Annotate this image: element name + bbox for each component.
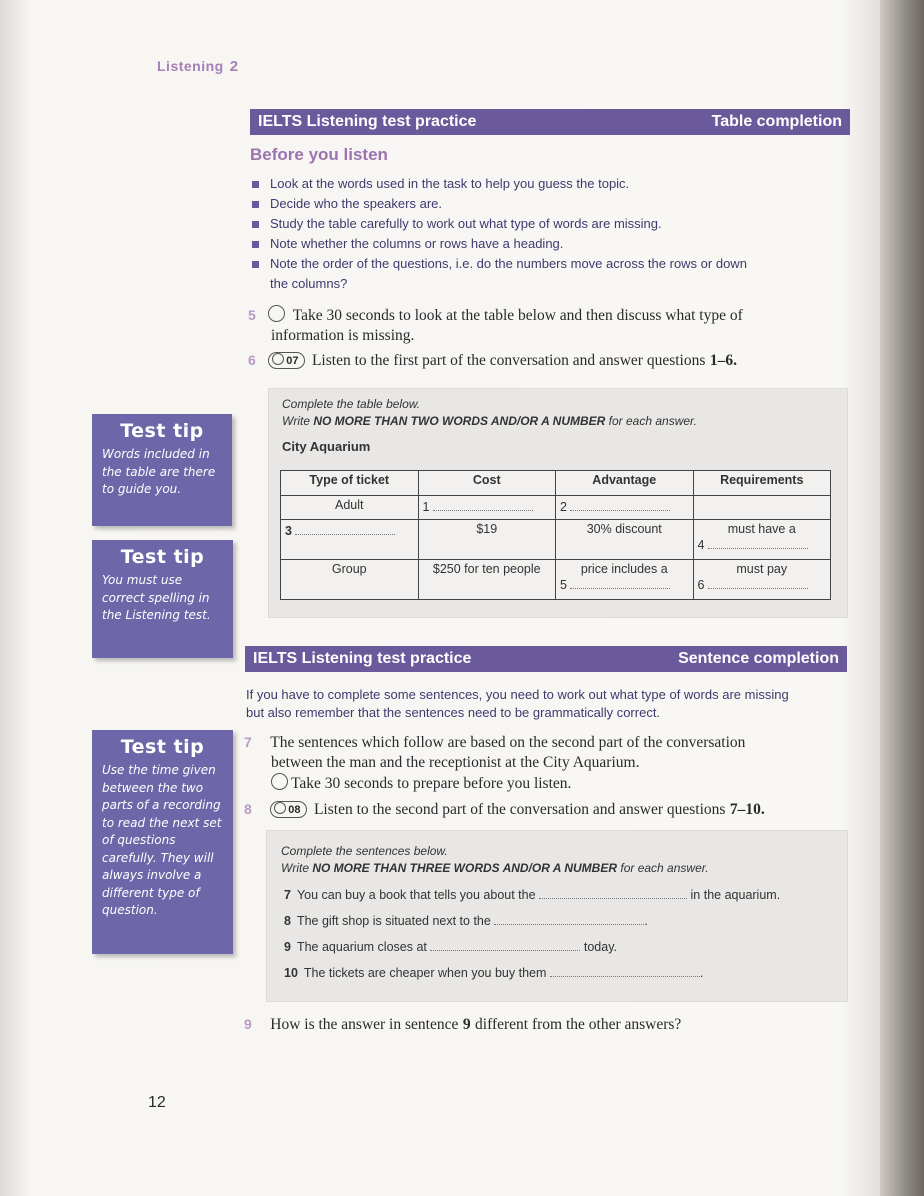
answer-blank-2: 2 (556, 496, 694, 520)
banner-task-type: Table completion (711, 113, 842, 130)
answer-blank-5: price includes a 5 (556, 560, 694, 600)
test-tip-3 (92, 730, 233, 954)
sentence-instructions: Complete the sentences below. Write NO MORE THAN THREE WORDS AND/OR A NUMBER for each answer. (281, 844, 709, 875)
test-tip-2 (92, 540, 233, 658)
table-title: City Aquarium (282, 439, 371, 454)
test-tip-text: Words included in the table are there to guide you. (102, 447, 216, 496)
test-tip-title: Test tip (120, 420, 204, 442)
sentence-9: 9 The aquarium closes at today. (284, 940, 617, 954)
timer-icon (271, 773, 288, 790)
bullet-item: Study the table carefully to work out what type of words are missing. (250, 214, 810, 234)
cd-track-icon: 07 (268, 352, 304, 369)
bullet-item: Decide who the speakers are. (250, 194, 810, 214)
col-header: Advantage (556, 471, 694, 496)
banner-title: IELTS Listening test practice (258, 113, 477, 130)
bullet-continuation: the columns? (270, 276, 348, 291)
bullet-item: Look at the words used in the task to help you guess the topic. (250, 174, 810, 194)
answer-blank-3: 3 (281, 520, 419, 560)
question-8: 8 08 Listen to the second part of the conversation and answer questions 7–10. (244, 801, 765, 818)
table-row (281, 496, 831, 520)
cd-track-icon: 08 (270, 801, 306, 818)
tips-bullet-list (250, 174, 810, 294)
test-tip-1 (92, 414, 232, 526)
sentence-7: 7 You can buy a book that tells you about the in the aquarium. (284, 888, 781, 902)
answer-blank-6: must pay 6 (693, 560, 831, 600)
question-7: 7 The sentences which follow are based on the second part of the conversation between the man and the receptionist at the City Aquarium. Take 30 seconds to prepare before you listen. (244, 734, 746, 792)
sentence-list (284, 882, 834, 986)
test-tip-text: You must use correct spelling in the Listening test. (102, 573, 211, 622)
test-tip-title: Test tip (120, 546, 205, 568)
question-6: 6 07 Listen to the first part of the conversation and answer questions 1–6. (248, 352, 737, 369)
table-completion-banner (250, 109, 850, 135)
table-row (281, 560, 831, 600)
sentence-intro: If you have to complete some sentences, you need to work out what type of words are missing but also remember that the sentences need to be grammatically correct. (246, 687, 789, 720)
bullet-item: Note the order of the questions, i.e. do the numbers move across the rows or down (250, 254, 810, 274)
banner-task-type: Sentence completion (678, 650, 839, 667)
book-spine (880, 0, 924, 1196)
col-header: Type of ticket (281, 471, 419, 496)
city-aquarium-table (280, 470, 831, 600)
timer-icon (268, 305, 285, 322)
table-header-row (281, 471, 831, 496)
answer-blank-4: must have a 4 (693, 520, 831, 560)
sentence-10: 10 The tickets are cheaper when you buy them . (284, 966, 704, 980)
col-header: Requirements (693, 471, 831, 496)
sentence-completion-banner (245, 646, 847, 672)
table-cell: Adult (281, 496, 419, 520)
table-cell: $19 (418, 520, 556, 560)
page-number: 12 (148, 1094, 166, 1111)
col-header: Cost (418, 471, 556, 496)
table-cell: Group (281, 560, 419, 600)
table-row (281, 520, 831, 560)
section-label: Listening 2 (157, 58, 239, 75)
table-cell: $250 for ten people (418, 560, 556, 600)
question-5: 5 Take 30 seconds to look at the table below and then discuss what type of information is missing. (248, 307, 743, 344)
answer-blank-1: 1 (418, 496, 556, 520)
before-you-listen-heading: Before you listen (250, 145, 388, 164)
test-tip-title: Test tip (120, 736, 205, 758)
sentence-8: 8 The gift shop is situated next to the . (284, 914, 648, 928)
test-tip-text: Use the time given between the two parts of a recording to read the next set of questions carefully. They will always involve a different type of question. (102, 763, 222, 917)
table-cell (693, 496, 831, 520)
bullet-item: Note whether the columns or rows have a heading. (250, 234, 810, 254)
question-9: 9 How is the answer in sentence 9 different from the other answers? (244, 1016, 682, 1033)
banner-title: IELTS Listening test practice (253, 650, 472, 667)
table-cell: 30% discount (556, 520, 694, 560)
table-instructions: Complete the table below. Write NO MORE THAN TWO WORDS AND/OR A NUMBER for each answer. (282, 397, 697, 428)
